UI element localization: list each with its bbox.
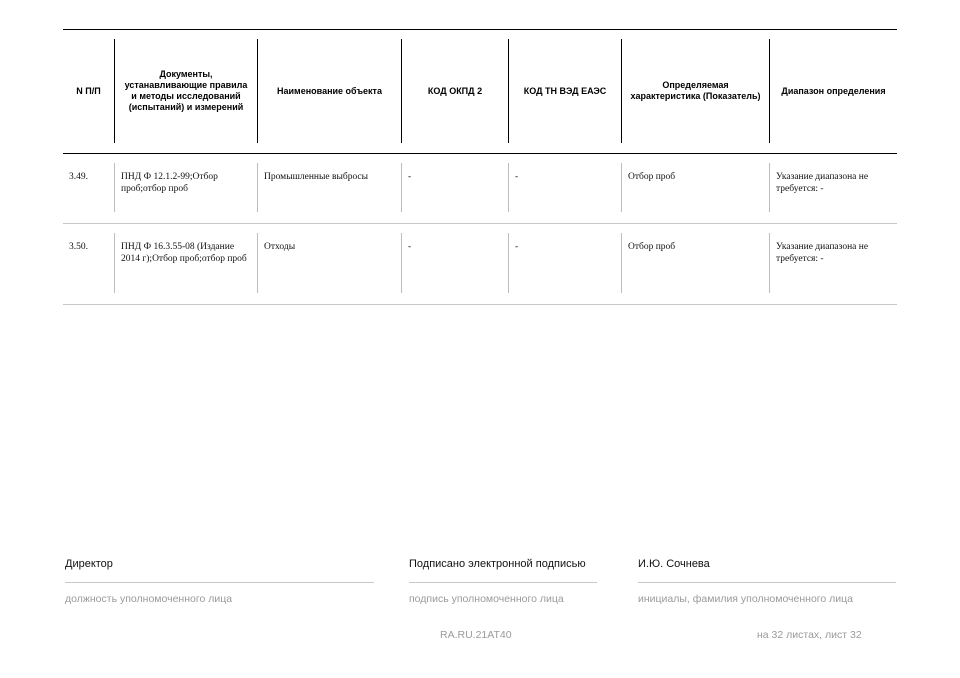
cell-number: 3.50.	[69, 242, 88, 252]
header-tnved-code: КОД ТН ВЭД ЕАЭС	[523, 85, 607, 96]
position-caption: должность уполномоченного лица	[65, 593, 233, 605]
name-caption: инициалы, фамилия уполномоченного лица	[638, 593, 853, 605]
header-okpd2-code: КОД ОКПД 2	[427, 85, 483, 96]
cell-documents: ПНД Ф 12.1.2-99;Отбор проб;отбор проб	[121, 172, 218, 194]
position-line	[65, 582, 374, 583]
signer-position: Директор	[65, 558, 113, 570]
table-row	[63, 154, 897, 224]
header-characteristic: Определяемая характеристика (Показатель)	[630, 80, 761, 101]
cell-okpd2-code: -	[408, 242, 412, 252]
cell-object-name: Отходы	[264, 242, 296, 252]
registration-number: RA.RU.21АТ40	[440, 629, 512, 641]
cell-number: 3.49.	[69, 172, 88, 182]
signer-name: И.Ю. Сочнева	[638, 558, 710, 570]
table-header-row	[63, 30, 897, 153]
cell-tnved-code: -	[515, 172, 519, 182]
cell-characteristic: Отбор проб	[628, 242, 676, 252]
cell-documents: ПНД Ф 16.3.55-08 (Издание 2014 г);Отбор проб;отбор проб	[121, 242, 247, 264]
cell-range: Указание диапазона не требуется: -	[776, 242, 869, 264]
cell-object-name: Промышленные выбросы	[264, 172, 369, 182]
signature-line	[409, 582, 597, 583]
header-number: N П/П	[76, 85, 101, 96]
page-counter: на 32 листах, лист 32	[757, 629, 862, 641]
row-divider	[63, 304, 897, 305]
header-range: Диапазон определения	[781, 85, 886, 96]
name-line	[638, 582, 896, 583]
header-object-name: Наименование объекта	[277, 85, 382, 96]
signature-caption: подпись уполномоченного лица	[409, 593, 564, 605]
cell-range: Указание диапазона не требуется: -	[776, 172, 869, 194]
cell-tnved-code: -	[515, 242, 519, 252]
header-documents: Документы, устанавливающие правила и методы исследований (испытаний) и измерений	[124, 69, 248, 112]
cell-characteristic: Отбор проб	[628, 172, 676, 182]
table-row	[63, 224, 897, 305]
signature-text: Подписано электронной подписью	[409, 558, 586, 570]
cell-okpd2-code: -	[408, 172, 412, 182]
